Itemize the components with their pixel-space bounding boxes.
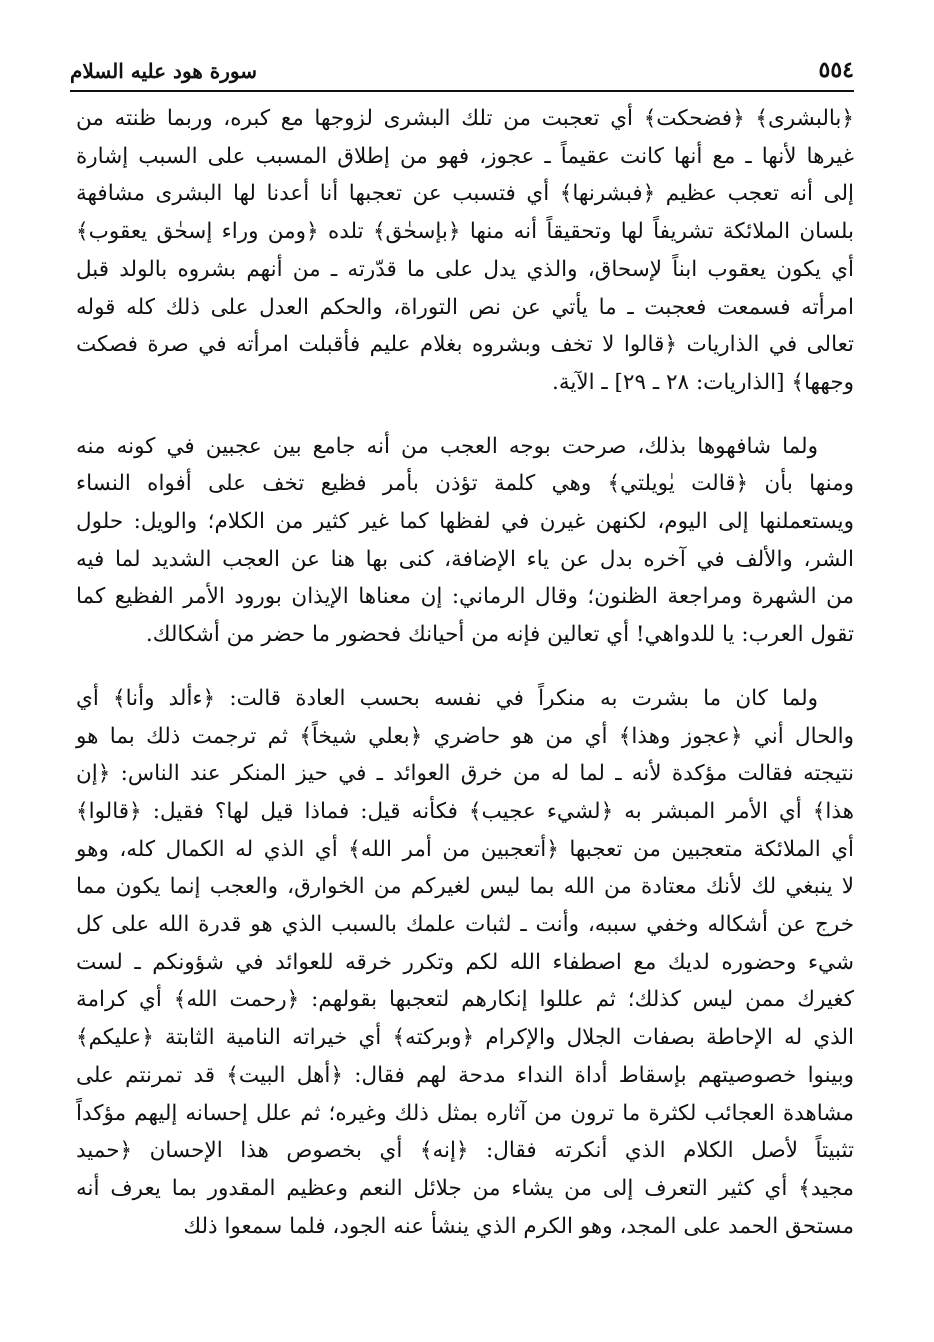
header-rule: [70, 90, 854, 92]
text-line: أي يكون يعقوب ابناً لإسحاق، والذي يدل على ما قدّرته ـ من أنهم بشروه بالولد قبل: [76, 256, 854, 282]
text-line: ولما شافهوها بذلك، صرحت بوجه العجب من أنه جامع بين عجبين في كونه منه: [76, 433, 818, 459]
text-line: مستحق الحمد على المجد، وهو الكرم الذي ينشأ عنه الجود، فلما سمعوا ذلك: [183, 1213, 854, 1239]
text-line: الذي له الإحاطة بصفات الجلال والإكرام ﴿وبركته﴾ أي خيراته النامية الثابتة ﴿عليكم﴾: [76, 1025, 854, 1051]
text-line: خرج عن أشكاله وخفي سببه، وأنت ـ لثبات علمك بالسبب الذي هو قدرة الله على كل: [76, 912, 854, 938]
text-line: لا ينبغي لك لأنك معتادة من الله بما ليس لغيركم من الخوارق، والعجب إنما يكون مما: [76, 874, 854, 900]
text-line: غيرها لأنها ـ مع أنها كانت عقيماً ـ عجوز، فهو من إطلاق المسبب على السبب إشارة: [76, 143, 854, 169]
text-line: تقول العرب: يا للدواهي! أي تعالين فإنه من أحيانك فحضور ما حضر من أشكالك.: [145, 622, 854, 648]
text-line: مشاهدة العجائب لكثرة ما ترون من آثاره بمثل ذلك وغيره؛ ثم علل إحسانه إليهم مؤكداً: [76, 1100, 854, 1126]
text-line: من الشهرة ومراجعة الظنون؛ وقال الرماني: إن معناها الإيذان بورود الأمر الفظيع كما: [76, 584, 854, 610]
page-number: ٥٥٤: [818, 57, 854, 83]
text-line: بلسان الملائكة تشريفاً لها وتحقيقاً أنه منها ﴿بإسحٰق﴾ تلده ﴿ومن وراء إسحٰق يعقوب﴾: [76, 219, 854, 245]
text-line: وبينوا خصوصيتهم بإسقاط أداة النداء مدحة لهم فقال: ﴿أهل البيت﴾ قد تمرنتم على: [76, 1062, 854, 1088]
paragraph: [76, 428, 854, 654]
body-text: [76, 100, 854, 1245]
text-line: هذا﴾ أي الأمر المبشر به ﴿لشيء عجيب﴾ فكأنه قيل: فماذا قيل لها؟ فقيل: ﴿قالوا﴾: [76, 798, 854, 824]
text-line: مجيد﴾ أي كثير التعرف إلى من يشاء من جلائل النعم وعظيم المقدور بما يعرف أنه: [76, 1175, 854, 1201]
running-title: سورة هود عليه السلام: [70, 59, 258, 83]
text-line: أي الملائكة متعجبين من تعجبها ﴿أتعجبين من أمر الله﴾ أي الذي له الكمال كله، وهو: [76, 836, 854, 862]
text-line: ويستعملنها إلى اليوم، لكنهن غيرن في لفظها كما غير كثير من الكلام؛ والويل: حلول: [76, 509, 854, 535]
text-line: نتيجته فقالت مؤكدة لأنه ـ لما له من خرق العوائد ـ في حيز المنكر عند الناس: ﴿إن: [76, 761, 854, 787]
text-line: امرأته فسمعت فعجبت ـ ما يأتي عن نص التوراة، والحكم العدل على ذلك كله قوله: [76, 294, 854, 320]
text-line: شيء وحضوره لديك مع اصطفاء الله لكم وتكرر خرقه للعوائد في شؤونكم ـ لست: [76, 949, 854, 975]
text-line: الشر، والألف في آخره بدل عن ياء الإضافة، كنى بها هنا عن العجب الشديد لما فيه: [76, 546, 854, 572]
text-line: والحال أني ﴿عجوز وهذا﴾ أي من هو حاضري ﴿بعلي شيخاً﴾ ثم ترجمت ذلك بما هو: [76, 723, 854, 749]
text-line: ولما كان ما بشرت به منكراً في نفسه بحسب العادة قالت: ﴿ءألد وأنا﴾ أي: [76, 685, 818, 711]
text-line: إلى أنه تعجب عظيم ﴿فبشرنها﴾ أي فتسبب عن تعجبها أنا أعدنا لها البشرى مشافهة: [76, 181, 854, 207]
text-line: ﴿بالبشرى﴾ ﴿فضحكت﴾ أي تعجبت من تلك البشرى لزوجها مع كبره، وربما ظنته من: [76, 106, 854, 131]
page-header: [70, 55, 854, 89]
text-line: ومنها بأن ﴿قالت يٰويلتي﴾ وهي كلمة تؤذن بأمر فظيع تخف على أفواه النساء: [76, 471, 854, 497]
text-line: تعالى في الذاريات ﴿قالوا لا تخف وبشروه بغلام عليم فأقبلت امرأته في صرة فصكت: [76, 332, 854, 358]
paragraph: [76, 680, 854, 1246]
text-line: تثبيتاً لأصل الكلام الذي أنكرته فقال: ﴿إنه﴾ أي بخصوص هذا الإحسان ﴿حميد: [76, 1138, 854, 1164]
text-line: وجهها﴾ [الذاريات: ٢٨ ـ ٢٩] ـ الآية.: [551, 369, 854, 395]
paragraph: [76, 100, 854, 402]
text-line: كغيرك ممن ليس كذلك؛ ثم عللوا إنكارهم لتعجبها بقولهم: ﴿رحمت الله﴾ أي كرامة: [76, 987, 854, 1013]
